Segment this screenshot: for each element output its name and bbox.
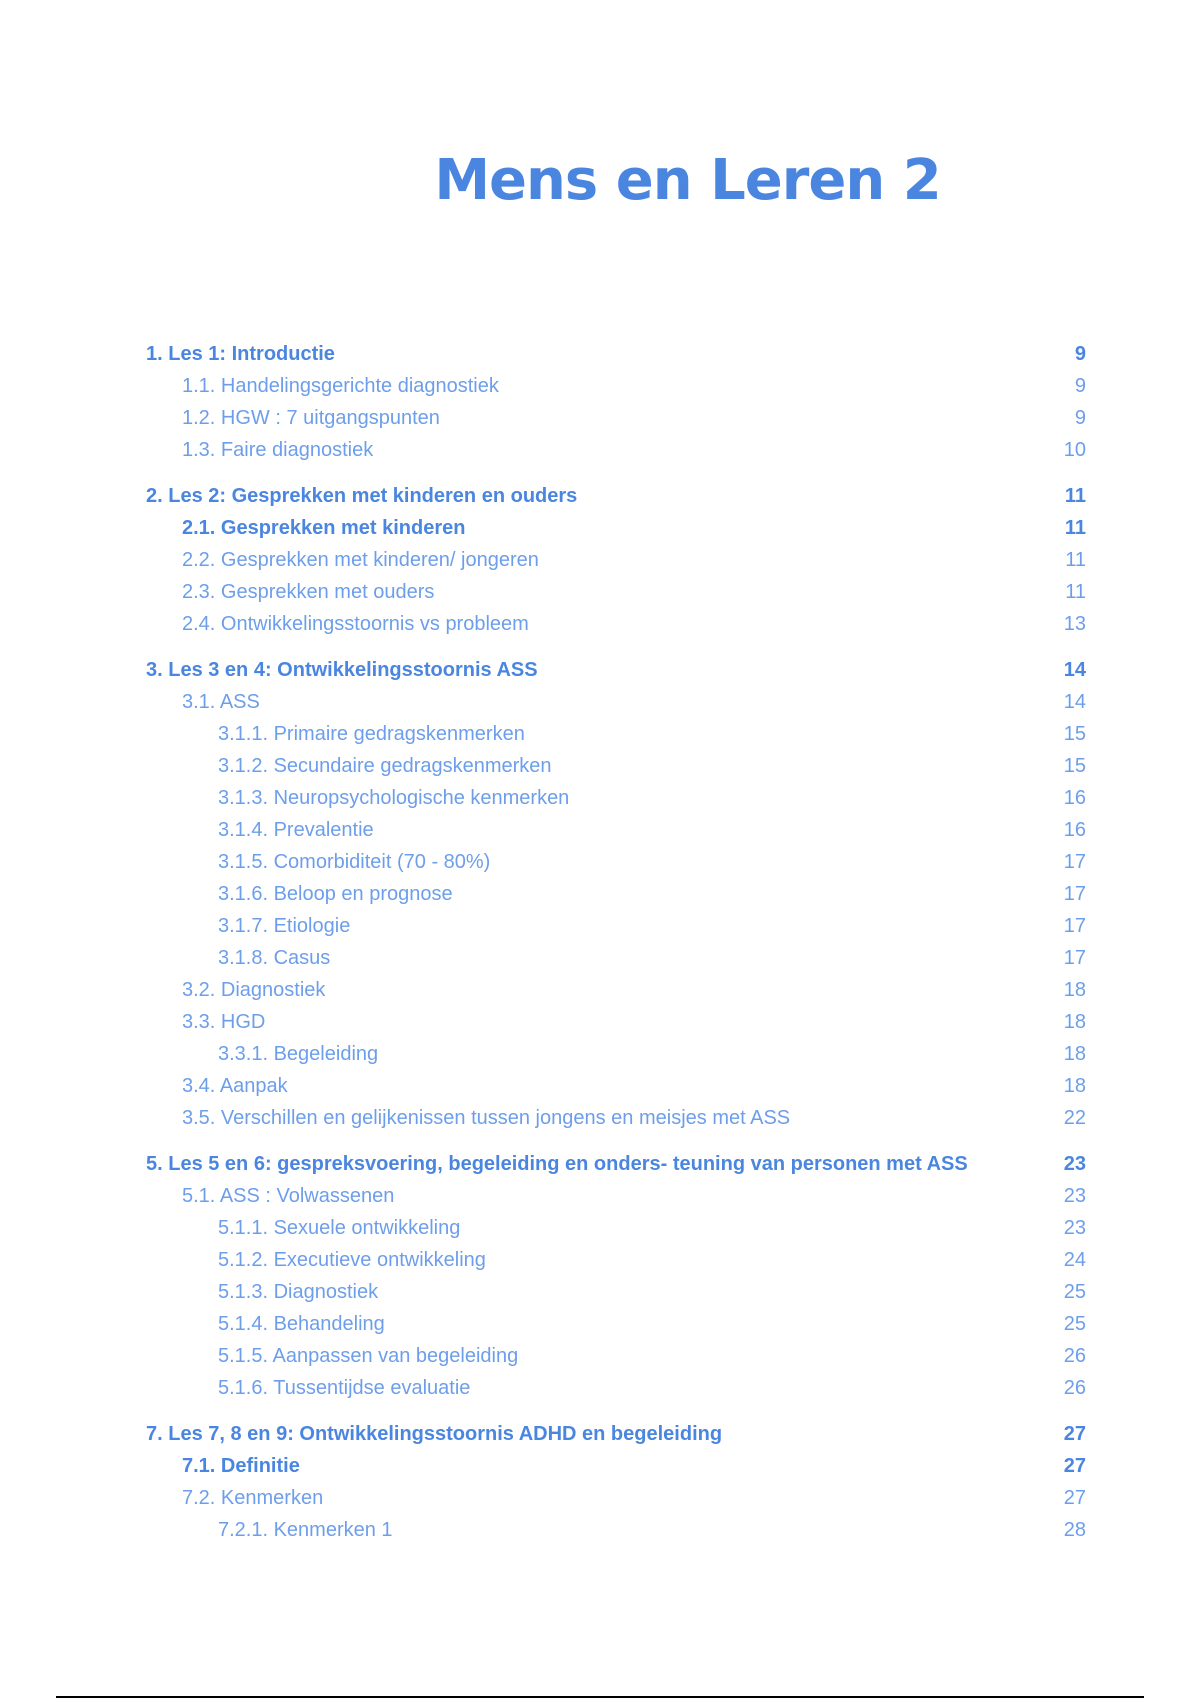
toc-entry-label: 7.2.1. Kenmerken 1 — [218, 1519, 393, 1541]
toc-entry-page: 13 — [1063, 613, 1086, 635]
toc-entry-page: 17 — [1063, 851, 1086, 873]
toc-entry-label: 3.5. Verschillen en gelijkenissen tussen jongens en meisjes met ASS — [182, 1107, 791, 1129]
toc-entry-page: 18 — [1063, 1075, 1086, 1097]
toc-entry-label: 3.1.8. Casus — [218, 947, 331, 969]
toc-entry-5-1-1[interactable] — [146, 1212, 1086, 1244]
toc-entry-label: 3.4. Aanpak — [182, 1075, 288, 1097]
toc-entry-2-4[interactable] — [146, 608, 1086, 640]
toc-entry-3-1-6[interactable] — [146, 878, 1086, 910]
toc-entry-page: 15 — [1063, 723, 1086, 745]
toc-entry-label: 1. Les 1: Introductie — [146, 343, 335, 365]
toc-entry-page: 9 — [1074, 343, 1086, 365]
toc-entry-label: 3.1.4. Prevalentie — [218, 819, 374, 841]
toc-entry-page: 24 — [1063, 1249, 1086, 1271]
toc-entry-page: 17 — [1063, 883, 1086, 905]
toc-entry-label: 1.1. Handelingsgerichte diagnostiek — [182, 375, 499, 397]
toc-entry-3-2[interactable] — [146, 974, 1086, 1006]
toc-entry-page: 15 — [1063, 755, 1086, 777]
toc-entry-2-2[interactable] — [146, 544, 1086, 576]
toc-entry-label: 3.3.1. Begeleiding — [218, 1043, 379, 1065]
toc-entry-3-1-7[interactable] — [146, 910, 1086, 942]
toc-entry-page: 18 — [1063, 1011, 1086, 1033]
toc-entry-page: 17 — [1063, 915, 1086, 937]
toc-entry-chapter-1[interactable] — [146, 338, 1086, 370]
toc-entry-label: 5.1.5. Aanpassen van begeleiding — [218, 1345, 519, 1367]
toc-entry-page: 26 — [1063, 1377, 1086, 1399]
toc-entry-label: 3.2. Diagnostiek — [182, 979, 326, 1001]
toc-entry-3-4[interactable] — [146, 1070, 1086, 1102]
toc-entry-3-3[interactable] — [146, 1006, 1086, 1038]
toc-entry-chapter-7[interactable] — [146, 1418, 1086, 1450]
toc-entry-label: 2. Les 2: Gesprekken met kinderen en ouders — [146, 485, 578, 507]
toc-entry-3-1-4[interactable] — [146, 814, 1086, 846]
toc-entry-1-2[interactable] — [146, 402, 1086, 434]
toc-entry-3-1-5[interactable] — [146, 846, 1086, 878]
toc-entry-5-1-2[interactable] — [146, 1244, 1086, 1276]
toc-entry-page: 14 — [1063, 659, 1086, 681]
toc-entry-page: 14 — [1063, 691, 1086, 713]
toc-entry-label: 5.1.6. Tussentijdse evaluatie — [218, 1377, 471, 1399]
toc-entry-page: 9 — [1074, 375, 1086, 397]
toc-entry-page: 11 — [1064, 485, 1086, 507]
toc-entry-label: 2.2. Gesprekken met kinderen/ jongeren — [182, 549, 539, 571]
toc-entry-3-5[interactable] — [146, 1102, 1086, 1134]
toc-entry-page: 23 — [1063, 1185, 1086, 1207]
toc-entry-page: 11 — [1065, 549, 1086, 571]
toc-entry-page: 25 — [1063, 1313, 1086, 1335]
toc-entry-page: 27 — [1063, 1487, 1086, 1509]
toc-entry-5-1-5[interactable] — [146, 1340, 1086, 1372]
toc-entry-label: 7.2. Kenmerken — [182, 1487, 324, 1509]
toc-entry-7-2-1[interactable] — [146, 1514, 1086, 1546]
toc-entry-label: 2.1. Gesprekken met kinderen — [182, 517, 466, 539]
table-of-contents — [146, 338, 1086, 1546]
toc-entry-page: 27 — [1063, 1423, 1086, 1445]
toc-entry-label: 3.3. HGD — [182, 1011, 266, 1033]
toc-entry-chapter-5[interactable] — [146, 1148, 1086, 1180]
toc-entry-page: 9 — [1074, 407, 1086, 429]
toc-entry-1-1[interactable] — [146, 370, 1086, 402]
toc-entry-page: 23 — [1063, 1217, 1086, 1239]
toc-entry-label: 2.3. Gesprekken met ouders — [182, 581, 435, 603]
toc-entry-5-1[interactable] — [146, 1180, 1086, 1212]
toc-entry-label: 3.1.7. Etiologie — [218, 915, 351, 937]
toc-entry-page: 16 — [1063, 787, 1086, 809]
toc-entry-5-1-4[interactable] — [146, 1308, 1086, 1340]
toc-entry-3-1-8[interactable] — [146, 942, 1086, 974]
toc-entry-3-1-3[interactable] — [146, 782, 1086, 814]
toc-entry-label: 1.3. Faire diagnostiek — [182, 439, 374, 461]
toc-entry-label: 5.1. ASS : Volwassenen — [182, 1185, 395, 1207]
toc-entry-2-1[interactable] — [146, 512, 1086, 544]
toc-entry-2-3[interactable] — [146, 576, 1086, 608]
toc-entry-3-1-2[interactable] — [146, 750, 1086, 782]
document-title: Mens en Leren 2 — [434, 148, 941, 213]
toc-entry-page: 10 — [1063, 439, 1086, 461]
toc-entry-page: 11 — [1064, 517, 1086, 539]
toc-entry-page: 26 — [1063, 1345, 1086, 1367]
toc-entry-label: 3. Les 3 en 4: Ontwikkelingsstoornis ASS — [146, 659, 538, 681]
toc-entry-page: 25 — [1063, 1281, 1086, 1303]
toc-entry-page: 28 — [1063, 1519, 1086, 1541]
toc-entry-label: 3.1.3. Neuropsychologische kenmerken — [218, 787, 570, 809]
toc-entry-5-1-6[interactable] — [146, 1372, 1086, 1404]
toc-entry-label: 5.1.2. Executieve ontwikkeling — [218, 1249, 486, 1271]
toc-entry-label: 5.1.4. Behandeling — [218, 1313, 385, 1335]
toc-entry-label: 3.1.5. Comorbiditeit (70 - 80%) — [218, 851, 491, 873]
toc-entry-label: 3.1. ASS — [182, 691, 260, 713]
toc-entry-label: 1.2. HGW : 7 uitgangspunten — [182, 407, 440, 429]
toc-entry-page: 17 — [1063, 947, 1086, 969]
toc-entry-1-3[interactable] — [146, 434, 1086, 466]
footer-divider — [56, 1696, 1144, 1698]
toc-entry-label: 3.1.6. Beloop en prognose — [218, 883, 453, 905]
toc-entry-label: 2.4. Ontwikkelingsstoornis vs probleem — [182, 613, 529, 635]
toc-entry-7-1[interactable] — [146, 1450, 1086, 1482]
toc-entry-label: 3.1.1. Primaire gedragskenmerken — [218, 723, 525, 745]
toc-entry-label: 3.1.2. Secundaire gedragskenmerken — [218, 755, 552, 777]
toc-entry-page: 16 — [1063, 819, 1086, 841]
toc-entry-page: 11 — [1065, 581, 1086, 603]
toc-entry-label: 7.1. Definitie — [182, 1455, 300, 1477]
toc-entry-chapter-3[interactable] — [146, 654, 1086, 686]
toc-entry-7-2[interactable] — [146, 1482, 1086, 1514]
toc-entry-label: 5. Les 5 en 6: gespreksvoering, begeleiding en onders- teuning van personen met ASS — [146, 1153, 968, 1175]
toc-entry-chapter-2[interactable] — [146, 480, 1086, 512]
toc-entry-label: 5.1.3. Diagnostiek — [218, 1281, 379, 1303]
toc-entry-5-1-3[interactable] — [146, 1276, 1086, 1308]
toc-entry-page: 18 — [1063, 1043, 1086, 1065]
toc-entry-3-1-1[interactable] — [146, 718, 1086, 750]
toc-entry-page: 23 — [1063, 1153, 1086, 1175]
toc-entry-3-1[interactable] — [146, 686, 1086, 718]
toc-entry-label: 5.1.1. Sexuele ontwikkeling — [218, 1217, 461, 1239]
toc-entry-page: 18 — [1063, 979, 1086, 1001]
toc-entry-page: 27 — [1063, 1455, 1086, 1477]
toc-entry-page: 22 — [1063, 1107, 1086, 1129]
toc-entry-3-3-1[interactable] — [146, 1038, 1086, 1070]
toc-entry-label: 7. Les 7, 8 en 9: Ontwikkelingsstoornis ADHD en begeleiding — [146, 1423, 723, 1445]
